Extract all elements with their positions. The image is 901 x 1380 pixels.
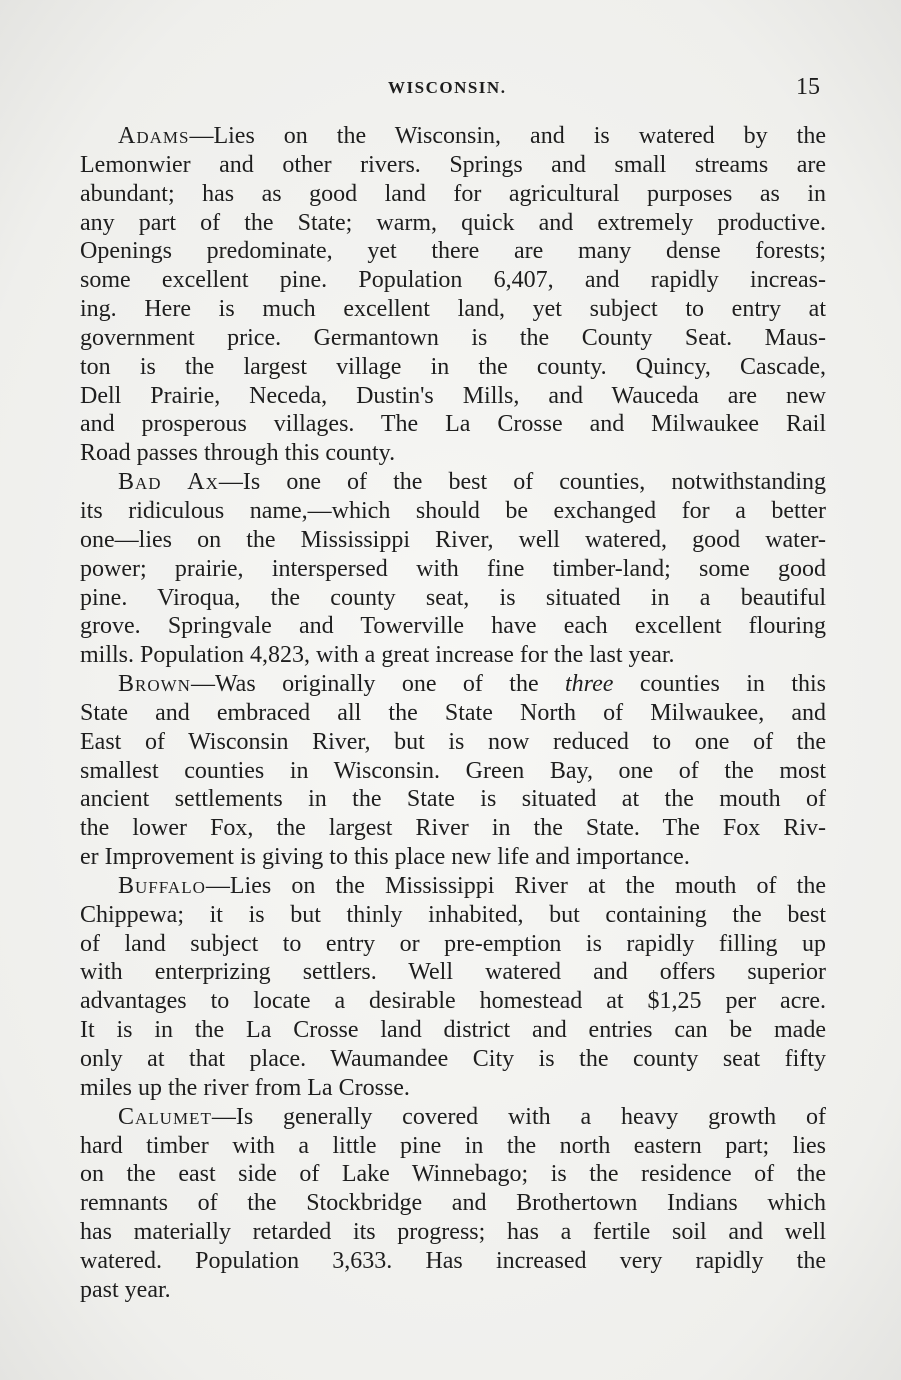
page-number: 15 <box>796 74 820 100</box>
text-line: hard timber with a little pine in the north eastern part; lies <box>80 1132 826 1159</box>
text-line: advantages to locate a desirable homestead at $1,25 per acre. <box>80 988 826 1015</box>
paragraph-first-line <box>80 468 826 497</box>
paragraph-first-line <box>80 122 826 151</box>
paragraph-first-line <box>80 670 826 699</box>
text-line: power; prairie, interspersed with fine timber-land; some good <box>80 555 826 582</box>
text-segment: —Lies on the Mississippi River at the mouth of the <box>205 872 826 899</box>
text-line: ancient settlements in the State is situated at the mouth of <box>80 786 826 813</box>
text-line: past year. <box>80 1276 171 1303</box>
text-segment: —Is generally covered with a heavy growth of <box>211 1103 826 1130</box>
text-line: Dell Prairie, Neceda, Dustin's Mills, and Wauceda are new <box>80 382 826 409</box>
text-line: grove. Springvale and Towerville have each excellent flouring <box>80 613 826 640</box>
text-line: East of Wisconsin River, but is now reduced to one of the <box>80 728 826 755</box>
text-line: abundant; has as good land for agricultural purposes as in <box>80 180 826 207</box>
text-line: government price. Germantown is the County Seat. Maus- <box>80 324 826 351</box>
text-line: has materially retarded its progress; has a fertile soil and well <box>80 1219 826 1246</box>
text-line: its ridiculous name,—which should be exchanged for a better <box>80 497 826 524</box>
text-line: ing. Here is much excellent land, yet subject to entry at <box>80 296 826 323</box>
text-line: Openings predominate, yet there are many dense forests; <box>80 238 826 265</box>
text-line: Chippewa; it is but thinly inhabited, but containing the best <box>80 901 826 928</box>
text-line: mills. Population 4,823, with a great increase for the last year. <box>80 642 675 669</box>
text-line: smallest counties in Wisconsin. Green Bay, one of the most <box>80 757 826 784</box>
running-head-title: WISCONSIN. <box>388 78 507 97</box>
text-segment: three <box>565 671 614 698</box>
county-name: Buffalo <box>118 872 206 899</box>
paragraph-first-line <box>80 1103 826 1132</box>
text-line: some excellent pine. Population 6,407, and rapidly increas- <box>80 267 826 294</box>
text-line: the lower Fox, the largest River in the State. The Fox Riv- <box>80 815 826 842</box>
running-head <box>0 76 901 106</box>
text-line: miles up the river from La Crosse. <box>80 1074 410 1101</box>
text-line: pine. Viroqua, the county seat, is situated in a beautiful <box>80 584 826 611</box>
county-name: Adams <box>118 123 190 149</box>
text-line: State and embraced all the State North of Milwaukee, and <box>80 699 826 726</box>
text-line: ton is the largest village in the county. Quincy, Cascade, <box>80 353 826 380</box>
text-line: one—lies on the Mississippi River, well watered, good water- <box>80 526 826 553</box>
text-segment: —Lies on the Wisconsin, and is watered by the <box>189 123 826 149</box>
county-name: Brown <box>118 671 191 698</box>
text-line: any part of the State; warm, quick and extremely productive. <box>80 209 826 236</box>
text-segment: —Was originally one of the <box>190 671 566 698</box>
text-line: only at that place. Waumandee City is the county seat fifty <box>80 1046 826 1072</box>
text-line: with enterprizing settlers. Well watered and offers superior <box>80 959 826 986</box>
text-segment: counties in this <box>613 671 826 698</box>
text-line: Lemonwier and other rivers. Springs and small streams are <box>80 151 826 178</box>
text-segment: —Is one of the best of counties, notwithstanding <box>218 469 826 496</box>
paragraph-first-line <box>80 872 826 901</box>
county-name: Bad Ax <box>118 469 219 496</box>
text-line: of land subject to entry or pre-emption is rapidly filling up <box>80 930 826 957</box>
text-line: It is in the La Crosse land district and entries can be made <box>80 1017 826 1044</box>
county-name: Calumet <box>118 1103 212 1130</box>
body-text <box>80 122 826 1305</box>
text-line: Road passes through this county. <box>80 440 396 467</box>
text-line: er Improvement is giving to this place new life and importance. <box>80 844 690 871</box>
text-line: on the east side of Lake Winnebago; is the residence of the <box>80 1161 826 1188</box>
text-line: remnants of the Stockbridge and Brothertown Indians which <box>80 1190 826 1217</box>
text-line: and prosperous villages. The La Crosse and Milwaukee Rail <box>80 411 826 438</box>
text-line: watered. Population 3,633. Has increased very rapidly the <box>80 1247 826 1274</box>
